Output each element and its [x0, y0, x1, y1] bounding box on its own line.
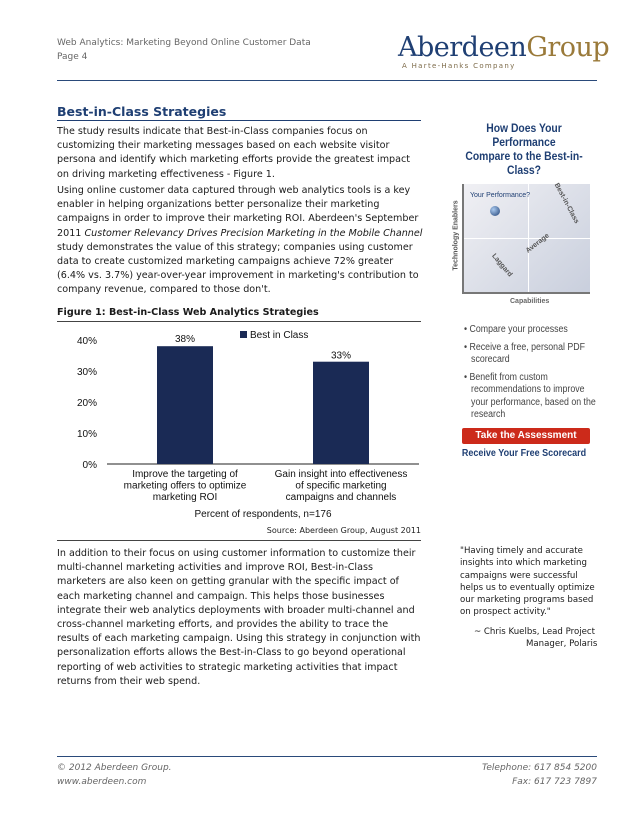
footer-left	[57, 761, 172, 789]
bar-value-label: 33%	[330, 350, 352, 362]
page-header	[57, 36, 311, 64]
bar-value-label: 38%	[174, 334, 196, 346]
footer-rule	[57, 756, 597, 757]
matrix-x-label: Capabilities	[510, 298, 550, 305]
fax: Fax: 617 723 7897	[512, 777, 597, 787]
ad-bullet: • Benefit from custom recommendations to improve your performance, based on the research	[464, 371, 596, 420]
legend-swatch	[240, 331, 247, 338]
y-tick-label: 10%	[76, 429, 97, 440]
x-tick-label: Improve the targeting of marketing offers to optimize marketing ROI	[123, 469, 247, 503]
study-title: Customer Relevancy Drives Precision Marketing in the Mobile Channel	[84, 227, 423, 239]
section-title: Best-in-Class Strategies	[57, 104, 227, 119]
take-assessment-button[interactable]: Take the Assessment	[462, 428, 590, 444]
your-performance-label: Your Performance?	[470, 192, 531, 199]
paragraph-2	[57, 184, 423, 298]
ad-bullet: • Receive a free, personal PDF scorecard	[464, 341, 585, 365]
document-title: Web Analytics: Marketing Beyond Online Customer Data	[57, 38, 311, 48]
header-rule	[57, 80, 597, 81]
x-axis-labels	[124, 469, 408, 503]
chart-legend	[240, 330, 308, 341]
ad-title-line-1: How Does Your Performance	[486, 123, 562, 149]
y-tick-label: 30%	[76, 367, 97, 378]
ad-bullet-list	[464, 324, 596, 422]
logo-aberdeen-text: Aberdeen	[398, 32, 527, 63]
figure-caption: Figure 1: Best-in-Class Web Analytics Strategies	[57, 307, 319, 318]
best-in-class-label: Best-in-Class	[552, 182, 580, 225]
quote-attribution	[474, 626, 604, 651]
attribution-line-2: Manager, Polaris	[526, 639, 598, 650]
figure-source: Source: Aberdeen Group, August 2011	[266, 526, 421, 535]
section-rule	[57, 120, 421, 121]
bar-chart	[57, 325, 423, 525]
laggard-label: Laggard	[490, 252, 514, 279]
matrix-y-label: Technology Enablers	[452, 200, 460, 271]
aberdeen-logo	[398, 32, 610, 70]
x-axis-title: Percent of respondents, n=176	[194, 509, 332, 520]
attribution-line-1: ~ Chris Kuelbs, Lead Project	[474, 627, 596, 637]
paragraph-3: In addition to their focus on using customer information to customize their multi-channel marketing activities and improve ROI, Best-in-Class marketers are also keen on getting granular with the specific impact of each marketing channel and campaign. This helps those businesses integrate their web analytics deployments with broader multi-channel and cross-channel marketing efforts, and provides the ability to trace the results of each marketing campaign. Using this strategy in conjunction with personalization efforts allows the Best-in-Class to go beyond operational reporting of web activities to strategic marketing activities that impact returns from their web spend.	[57, 548, 421, 687]
telephone: Telephone: 617 854 5200	[481, 763, 597, 773]
bar	[157, 346, 213, 464]
customer-quote: "Having timely and accurate insights into which marketing campaigns were successful helps us to eventually optimize our marketing programs based on prospect activity."	[460, 546, 595, 618]
x-tick-label: Gain insight into effectiveness of specific marketing campaigns and channels	[274, 469, 408, 503]
paragraph-2-part-a: Using online customer data captured through web analytics tools is a key enabler in helping organizations better personalize their marketing campaigns in order to improve their marketing ROI. Aberdeen's September 2011	[57, 185, 419, 239]
your-performance-dot-icon	[490, 206, 500, 216]
matrix-y-axis	[450, 184, 460, 294]
ad-title	[457, 122, 590, 178]
ad-bullet: • Compare your processes	[464, 324, 568, 335]
logo-group-text: Group	[526, 32, 610, 63]
paragraph-1: The study results indicate that Best-in-Class companies focus on customizing their marketing messages based on each website visitor persona and identify which marketing efforts provide the greatest impact on driving marketing effectiveness - Figure 1.	[57, 126, 411, 180]
copyright: © 2012 Aberdeen Group.	[57, 763, 172, 773]
bar	[313, 362, 369, 464]
logo-subtitle: A Harte-Hanks Company	[402, 62, 516, 70]
website-link[interactable]: www.aberdeen.com	[57, 777, 147, 787]
y-tick-label: 0%	[82, 460, 97, 471]
footer-right	[430, 761, 597, 789]
performance-matrix	[452, 182, 590, 314]
free-scorecard-link[interactable]: Receive Your Free Scorecard	[461, 447, 587, 459]
legend-label: Best in Class	[250, 330, 309, 341]
ad-title-line-2: Compare to the Best-in-Class?	[465, 151, 583, 177]
chart-bars	[157, 334, 369, 464]
average-label: Average	[524, 232, 551, 255]
y-tick-label: 40%	[76, 336, 97, 347]
paragraph-2-part-b: study demonstrates the value of this strategy; companies using customer data to create customized marketing campaigns achieve 72% greater (6.4% vs. 3.7%) year-over-year improvement in marketing's contribution to company revenue, compared to those don't.	[57, 241, 419, 296]
y-tick-label: 20%	[76, 398, 97, 409]
matrix-grid	[462, 184, 590, 294]
assessment-ad[interactable]	[450, 118, 598, 500]
page-number: Page 4	[57, 52, 88, 62]
source-rule	[57, 540, 421, 541]
figure-rule	[57, 321, 421, 322]
